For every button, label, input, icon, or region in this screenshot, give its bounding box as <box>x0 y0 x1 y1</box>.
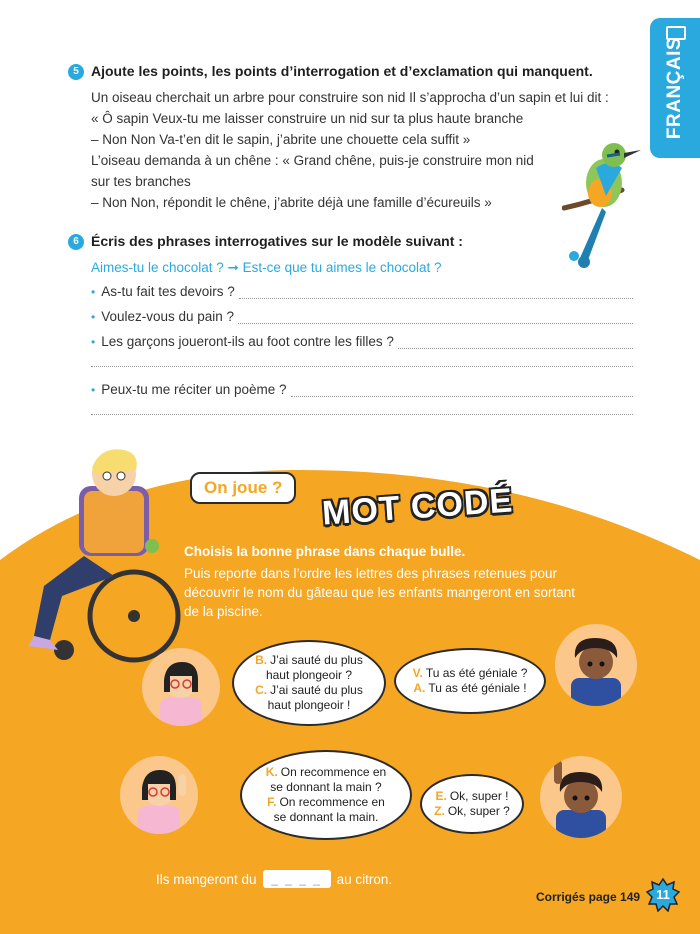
question-text: Voulez-vous du pain ? <box>101 309 235 324</box>
option-e[interactable]: E. Ok, super ! <box>435 789 509 803</box>
text-line: – Non Non Va-t’en dit le sapin, j’abrite une chouette cela suffit » <box>91 132 471 147</box>
question-text: As-tu fait tes devoirs ? <box>101 284 235 299</box>
page-number-badge <box>646 878 680 912</box>
bullet-icon: • <box>91 310 96 324</box>
avatar-girl <box>120 756 198 834</box>
speech-bubble-1 <box>232 640 386 726</box>
text-line: sur tes branches <box>91 174 191 189</box>
subject-tab-label: FRANÇAIS <box>664 36 685 140</box>
option-b[interactable]: B. J’ai sauté du plus <box>255 653 363 667</box>
avatar-boy <box>555 624 637 706</box>
instruction-line: de la piscine. <box>184 604 263 619</box>
instruction-line: découvrir le nom du gâteau que les enfants mangeront en sortant <box>184 585 575 600</box>
question-text: Peux-tu me réciter un poème ? <box>101 382 287 397</box>
exercise-6-title: Écris des phrases interrogatives sur le modèle suivant : <box>91 233 463 249</box>
option-a[interactable]: A. Tu as été géniale ! <box>413 681 527 695</box>
bullet-icon: • <box>91 335 96 349</box>
bullet-icon: • <box>91 383 96 397</box>
example-sentence: Aimes-tu le chocolat ? ➞ Est-ce que tu aimes le chocolat ? <box>91 260 442 275</box>
option-k-line2: se donnant la main ? <box>270 780 382 794</box>
bullet-icon: • <box>91 285 96 299</box>
speech-bubble-4 <box>420 774 524 834</box>
boy-wheelchair-illustration <box>14 446 184 666</box>
option-c[interactable]: C. J’ai sauté du plus <box>255 683 363 697</box>
option-k[interactable]: K. On recommence en <box>265 765 387 779</box>
exercise-5-title: Ajoute les points, les points d’interrogation et d’exclamation qui manquent. <box>91 63 593 79</box>
speech-bubble-3 <box>240 750 412 840</box>
answer-input[interactable]: _ _ _ _ <box>263 870 331 888</box>
speech-bubble-2 <box>394 648 546 714</box>
option-c-line2: haut plongeoir ! <box>267 698 351 712</box>
page-number: 11 <box>656 887 670 902</box>
instruction-bold: Choisis la bonne phrase dans chaque bulle. <box>184 544 466 559</box>
option-b-line2: haut plongeoir ? <box>265 668 353 682</box>
game-title: MOT CODÉ <box>320 481 515 533</box>
text-line: Un oiseau cherchait un arbre pour construire son nid Il s’approcha d’un sapin et lui dit : <box>91 90 609 105</box>
avatar-girl <box>142 648 220 726</box>
option-f[interactable]: F. On recommence en <box>267 795 385 809</box>
answer-prefix: Ils mangeront du <box>156 871 257 887</box>
exercise-number-5: 5 <box>68 64 84 80</box>
option-f-line2: se donnant la main. <box>273 810 379 824</box>
option-z[interactable]: Z. Ok, super ? <box>434 804 510 818</box>
question-text: Les garçons joueront-ils au foot contre les filles ? <box>101 334 394 349</box>
exercise-number-6: 6 <box>68 234 84 250</box>
answer-suffix: au citron. <box>336 871 393 887</box>
text-line: « Ô sapin Veux-tu me laisser construire un nid sur ta plus haute branche <box>91 111 524 126</box>
answer-sentence <box>156 870 392 888</box>
avatar-boy <box>540 756 622 838</box>
corriges-reference: Corrigés page 149 <box>536 890 641 904</box>
on-joue-bubble: On joue ? <box>190 472 296 504</box>
option-v[interactable]: V. Tu as été géniale ? <box>412 666 528 680</box>
instruction-line: Puis reporte dans l’ordre les lettres des phrases retenues pour <box>184 566 557 581</box>
text-line: L’oiseau demanda à un chêne : « Grand chêne, puis-je construire mon nid <box>91 153 534 168</box>
text-line: – Non Non, répondit le chêne, j’abrite déjà une famille d’écureuils » <box>91 195 492 210</box>
